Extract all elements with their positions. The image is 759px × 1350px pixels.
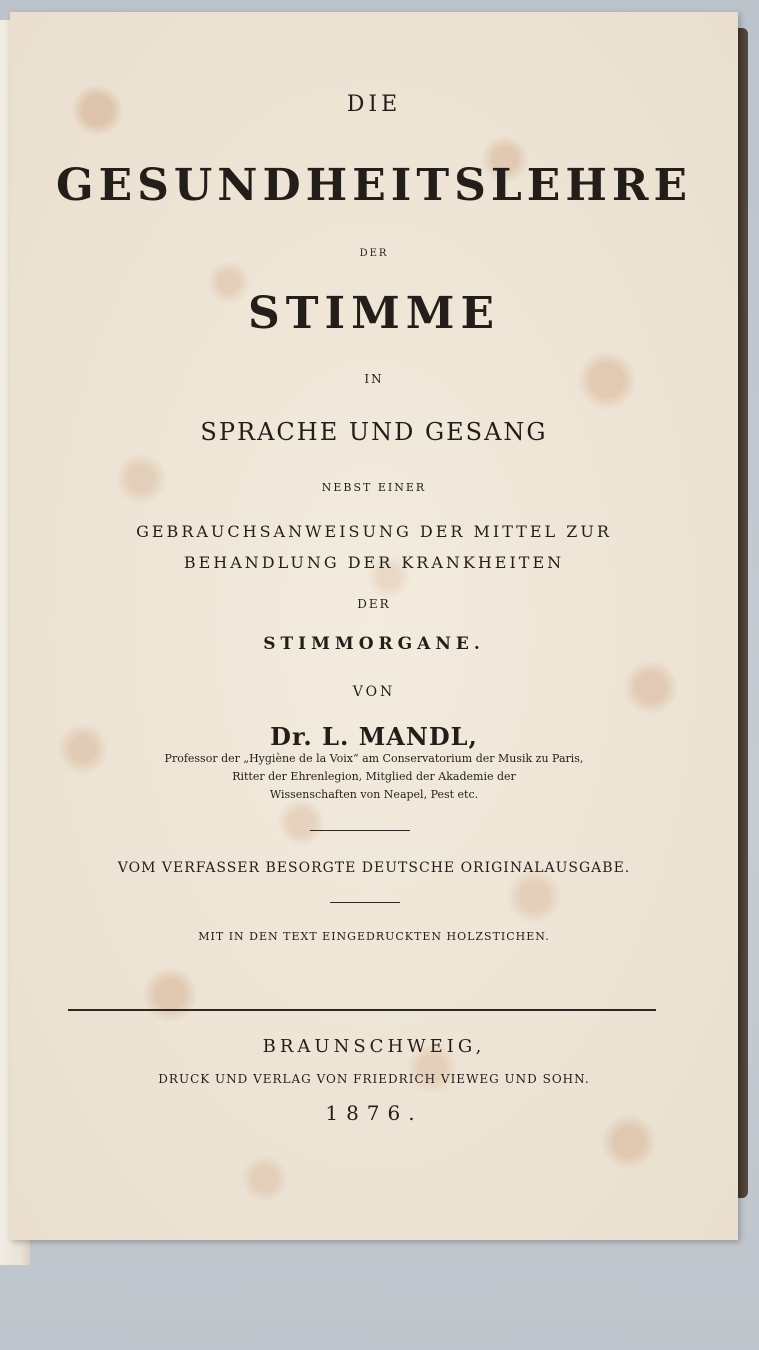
title-word-der: DER <box>359 248 389 259</box>
imprint-publisher: DRUCK UND VERLAG VON FRIEDRICH VIEWEG UND SOHN. <box>158 1072 590 1086</box>
imprint-rule <box>68 1009 656 1011</box>
byline-von: VON <box>352 684 396 700</box>
subtitle-word-der: DER <box>357 597 391 611</box>
subtitle-gebrauchsanweisung: GEBRAUCHSANWEISUNG DER MITTEL ZUR <box>136 522 612 541</box>
divider-rule <box>330 902 400 903</box>
subtitle-stimmorgane: STIMMORGANE. <box>263 634 485 654</box>
main-title: GESUNDHEITSLEHRE <box>56 160 692 211</box>
author-credentials-line: Ritter der Ehrenlegion, Mitglied der Akademie der <box>232 770 516 783</box>
title-stimme: STIMME <box>247 288 501 339</box>
title-word-die: DIE <box>346 92 402 117</box>
subtitle-behandlung: BEHANDLUNG DER KRANKHEITEN <box>183 553 565 572</box>
imprint-year: 1876. <box>325 1101 423 1125</box>
imprint-city: BRAUNSCHWEIG, <box>262 1036 486 1057</box>
subtitle-nebst-einer: NEBST EINER <box>321 481 427 494</box>
illustration-note: MIT IN DEN TEXT EINGEDRUCKTEN HOLZSTICHEN. <box>198 930 550 943</box>
author-credentials-line: Professor der „Hygiène de la Voix“ am Conservatorium der Musik zu Paris, <box>164 752 584 765</box>
edition-note: VOM VERFASSER BESORGTE DEUTSCHE ORIGINALAUSGABE. <box>117 860 631 876</box>
title-word-in: IN <box>364 372 384 386</box>
author-name: Dr. L. MANDL, <box>270 722 478 751</box>
divider-rule <box>310 830 410 831</box>
subtitle-sprache-und-gesang: SPRACHE UND GESANG <box>200 418 548 446</box>
author-credentials-line: Wissenschaften von Neapel, Pest etc. <box>269 788 479 801</box>
